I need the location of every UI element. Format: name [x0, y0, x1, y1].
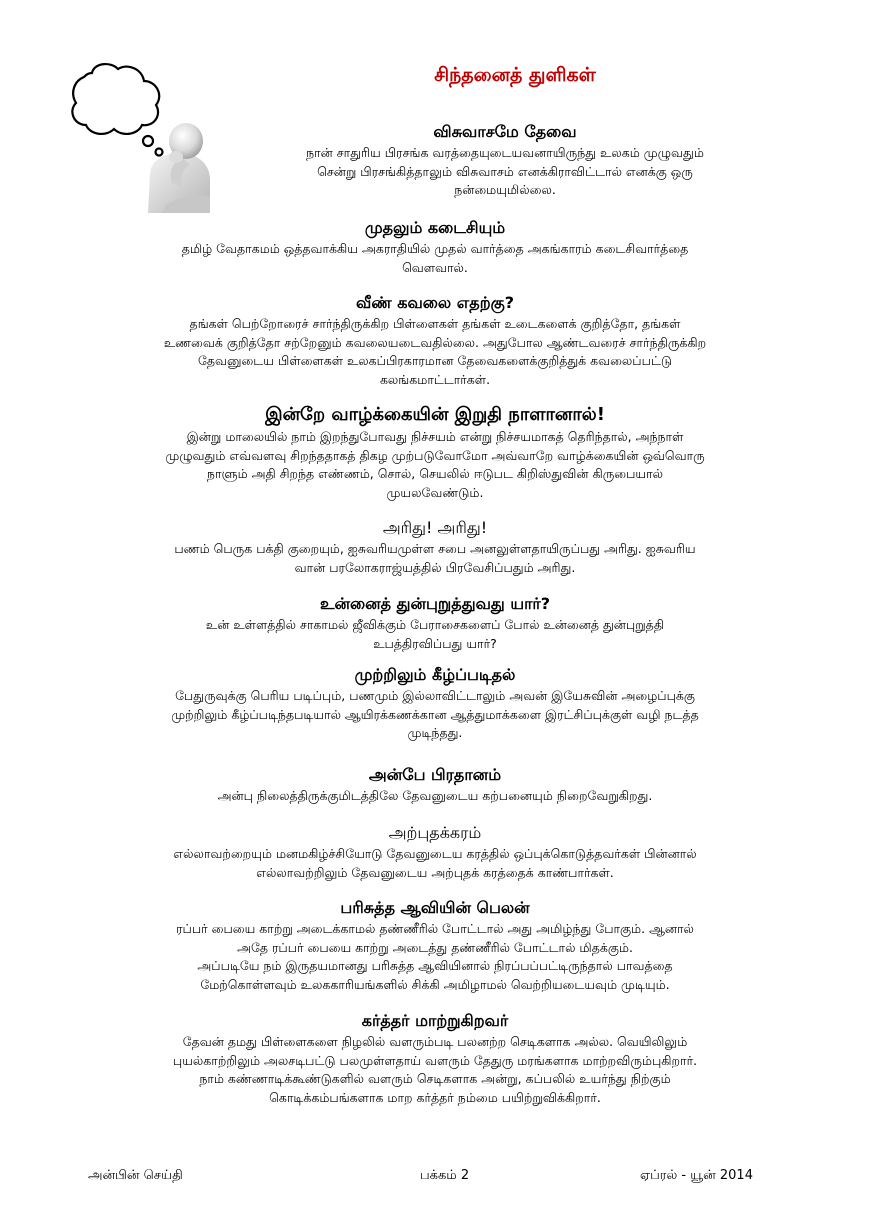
thinking-person-icon	[62, 55, 217, 215]
section-heading: வீண் கவலை எதற்கு?	[356, 293, 514, 312]
section-needless-worry	[40, 293, 830, 389]
section-faith	[240, 122, 770, 200]
page-title: சிந்தனைத் துளிகள்	[434, 64, 596, 86]
person-figure	[148, 123, 210, 213]
section-heading: பரிசுத்த ஆவியின் பெலன்	[340, 898, 530, 917]
section-body: எல்லாவற்றையும் மனமகிழ்ச்சியோடு தேவனுடைய கரத்தில் ஒப்புக்கொடுத்தவர்கள் பின்னால் எல்லாவற்றிலும் தேவனுடைய அற்புதக் கரத்தைக் காண்பார்கள்.	[173, 846, 697, 880]
section-obedience	[40, 665, 830, 743]
section-body: நான் சாதுரிய பிரசங்க வரத்தையுடையவனாயிருந்து உலகம் முழுவதும் சென்று பிரசங்கித்தாலும் விசுவாசம் எனக்கிராவிட்டால் எனக்கு ஒரு நன்மையுமில்லை.	[306, 145, 704, 197]
thought-cloud-icon	[72, 64, 162, 155]
section-heading: விசுவாசமே தேவை	[433, 122, 577, 141]
section-heading: முற்றிலும் கீழ்ப்படிதல்	[354, 665, 516, 684]
section-first-last	[40, 218, 830, 277]
section-body: தமிழ் வேதாகமம் ஒத்தவாக்கிய அகராதியில் முதல் வார்த்தை அகங்காரம் கடைசிவார்த்தை வௌவால்.	[181, 241, 689, 275]
section-body: தேவன் தமது பிள்ளைகளை நிழலில் வளரும்படி பலனற்ற செடிகளாக அல்ல. வெயிலிலும் புயல்காற்றிலும் அலசடிபட்டு பலமுள்ளதாய் வளரும் தேதுரு மரங்களாக மாற்றவிரும்புகிறார். நாம் கண்ணாடிக்கூண்டுகளில் வளரும் செடிகளாக அன்று, கப்பலில் உயர்ந்து நிற்கும் கொடிக்கம்பங்களாக மாற கர்த்தர் நம்மை பயிற்றுவிக்கிறார்.	[172, 1034, 698, 1105]
section-body: உன் உள்ளத்தில் சாகாமல் ஜீவிக்கும் பேராசைகளைப் போல் உன்னைத் துன்புறுத்தி உபத்திரவிப்பது யார்?	[205, 617, 665, 651]
section-heading: உன்னைத் துன்புறுத்துவது யார்?	[319, 594, 551, 613]
section-heading: அரிது! அரிது!	[382, 518, 488, 537]
section-miracle-hand	[40, 823, 830, 882]
section-body: பேதுருவுக்கு பெரிய படிப்பும், பணமும் இல்லாவிட்டாலும் அவன் இயேசுவின் அழைப்புக்கு முற்றிலும் கீழ்ப்படிந்தபடியால் ஆயிரக்கணக்கான ஆத்துமாக்களை இரட்சிப்புக்குள் வழி நடத்த முடிந்தது.	[171, 688, 699, 740]
section-last-day	[40, 404, 830, 502]
section-heading: அன்பே பிரதானம்	[368, 765, 502, 784]
section-heading: இன்றே வாழ்க்கையின் இறுதி நாளானால்!	[265, 404, 605, 425]
section-heading: கர்த்தர் மாற்றுகிறவர்	[361, 1011, 509, 1030]
section-tormentor	[40, 594, 830, 653]
footer-left: அன்பின் செய்தி	[88, 1168, 183, 1183]
section-body: அன்பு நிலைத்திருக்குமிடத்திலே தேவனுடைய கற்பனையும் நிறைவேறுகிறது.	[217, 788, 653, 803]
section-body: தங்கள் பெற்றோரைச் சார்ந்திருக்கிற பிள்ளைகள் தங்கள் உடைகளைக் குறித்தோ, தங்கள் உணவைக் குறித்தோ சற்றேனும் கவலையடைவதில்லை. அதுபோல ஆண்டவரைச் சார்ந்திருக்கிற தேவனுடைய பிள்ளைகள் உலகப்பிரகாரமான தேவைகளைக்குறித்துக் கவலைப்பட்டு கலங்கமாட்டார்கள்.	[163, 316, 707, 387]
section-body: இன்று மாலையில் நாம் இறந்துபோவது நிச்சயம் என்று நிச்சயமாகத் தெரிந்தால், அந்நாள் முழுவதும் எவ்வளவு சிறந்ததாகத் திகழ முற்படுவோமோ அவ்வாறே வாழ்க்கையின் ஒவ்வொரு நாளும் அதி சிறந்த எண்ணம், சொல், செயலில் ஈடுபட கிறிஸ்துவின் கிருபையால் முயலவேண்டும்.	[165, 429, 705, 500]
section-heading: முதலும் கடைசியும்	[364, 218, 506, 237]
section-rare	[40, 518, 830, 577]
footer-date: ஏப்ரல் - யூன் 2014	[640, 1168, 753, 1183]
footer-page-number: பக்கம் 2	[420, 1168, 470, 1183]
section-body: ரப்பர் பையை காற்று அடைக்காமல் தண்ணீரில் போட்டால் அது அமிழ்ந்து போகும். ஆனால் அதே ரப்பர் பையை காற்று அடைத்து தண்ணீரில் போட்டால் மிதக்கும். அப்படியே நம் இருதயமானது பரிசுத்த ஆவியினால் நிரப்பப்பட்டிருந்தால் பாவத்தை மேற்கொள்ளவும் உலககாரியங்களில் சிக்கி அமிழாமல் வெற்றியடையவும் முடியும்.	[176, 921, 694, 992]
section-heading: அற்புதக்கரம்	[388, 823, 482, 842]
section-body: பணம் பெருக பக்தி குறையும், ஐசுவரியமுள்ள சபை அனலுள்ளதாயிருப்பது அரிது. ஐசுவரிய வான் பரலோகராஜ்யத்தில் பிரவேசிப்பதும் அரிது.	[174, 541, 696, 575]
section-holy-spirit	[40, 898, 830, 994]
section-lord-transforms	[40, 1011, 830, 1107]
section-love	[40, 765, 830, 806]
